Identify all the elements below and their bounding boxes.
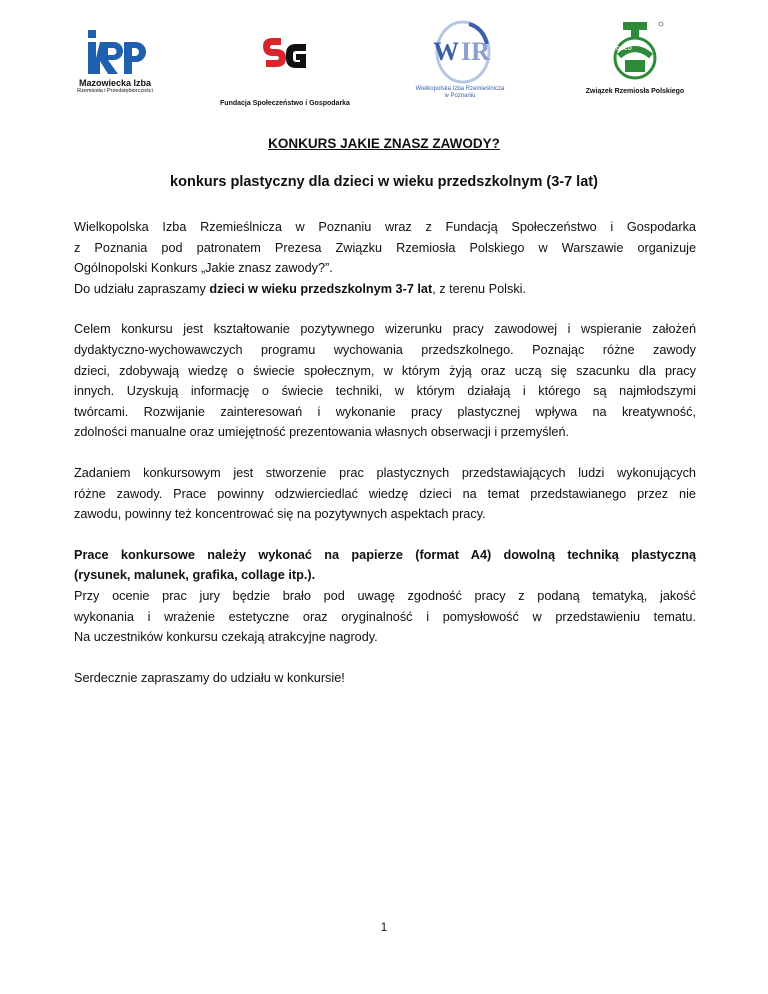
p3-line1: Zadaniem konkursowym jest stworzenie prac plastycznych przedstawiających ludzi wykonujących	[74, 465, 696, 480]
mazowiecka-line2: Rzemiosła i Przedsiębiorczości	[77, 88, 153, 94]
p2-line3: dzieci, zdobywają wiedzę o świecie społecznym, w którym żyją oraz uczą się szacunku dla pracy	[74, 363, 696, 378]
p1-line3: Ogólnopolski Konkurs „Jakie znasz zawody?”.	[74, 261, 333, 276]
document-subtitle: konkurs plastyczny dla dzieci w wieku przedszkolnym (3-7 lat)	[170, 174, 598, 190]
p3-line2: różne zawody. Prace powinny odzwierciedlać wiedzę dzieci na temat przedstawianego przez nie	[74, 486, 696, 501]
mazowiecka-line1: Mazowiecka Izba	[78, 78, 152, 88]
sg-logo	[210, 36, 360, 108]
mazowiecka-izba-logo	[60, 28, 170, 95]
page-number: 1	[380, 920, 388, 934]
wir-icon	[425, 18, 495, 86]
document-title: KONKURS JAKIE ZNASZ ZAWODY?	[268, 136, 500, 151]
zrp-badge-text: RZEMIOSŁO	[598, 46, 633, 52]
p2-line4: innych. Uzyskują informację o świecie techniki, w którym działają i którego są najmłodszymi	[74, 384, 696, 399]
paragraph-rules	[74, 545, 696, 648]
sg-caption: Fundacja Społeczeństwo i Gospodarka	[220, 100, 350, 107]
zrp-caption: Związek Rzemiosła Polskiego	[585, 88, 685, 95]
p5-line1: Serdecznie zapraszamy do udziału w konkursie!	[74, 670, 345, 685]
p3-line3: zawodu, powinny też koncentrować się na pozytywnych aspektach pracy.	[74, 507, 486, 522]
irp-icon	[80, 28, 150, 76]
p1-line4-pre: Do udziału zapraszamy	[74, 281, 210, 296]
logo-strip	[60, 18, 700, 118]
p4-line5: Na uczestników konkursu czekają atrakcyjne nagrody.	[74, 630, 378, 645]
p1-line4-bold: dzieci w wieku przedszkolnym 3-7 lat	[209, 281, 433, 296]
document-body	[74, 217, 696, 708]
p2-line6: zdolności manualne oraz umiejętność prezentowania własnych obserwacji i przemyśleń.	[74, 425, 570, 440]
paragraph-organizers	[74, 217, 696, 299]
sg-icon	[260, 36, 310, 80]
wir-line1: Wielkopolska Izba Rzemieślnicza	[415, 86, 505, 92]
p1-line4	[74, 279, 696, 300]
p1-line4-post: , z terenu Polski.	[432, 281, 527, 296]
paragraph-invitation	[74, 668, 696, 689]
p1-line2: z Poznania pod patronatem Prezesa Związku Rzemiosła Polskiego w Warszawie organizuje	[74, 240, 696, 255]
wir-logo	[405, 18, 515, 100]
zrp-logo	[570, 20, 700, 96]
p4-line4: wykonania i wrażenie estetyczne oraz oryginalność i pomysłowość w przedstawieniu tematu.	[74, 609, 696, 624]
p1-line1: Wielkopolska Izba Rzemieślnicza w Poznaniu wraz z Fundacją Społeczeństwo i Gospodarka	[74, 220, 696, 234]
p2-line1: Celem konkursu jest kształtowanie pozytywnego wizerunku pracy zawodowej i wspieranie założeń	[74, 322, 696, 337]
p2-line5: twórcami. Rozwijanie zainteresowań i wykonanie pracy plastycznej wpływa na kreatywność,	[74, 404, 696, 419]
p4-line3: Przy ocenie prac jury będzie brało pod uwagę zgodność pracy z podaną tematyką, jakość	[74, 588, 696, 603]
p4-line1: Prace konkursowe należy wykonać na papierze (format A4) dowolną techniką plastyczną	[74, 547, 696, 562]
paragraph-task	[74, 463, 696, 525]
svg-text:W: W	[433, 37, 459, 66]
paragraph-goal	[74, 319, 696, 443]
p2-line2: dydaktyczno-wychowawczych programu wychowania przedszkolnego. Poznając różne zawody	[74, 342, 696, 357]
svg-text:IR: IR	[461, 37, 490, 66]
p4-line2: (rysunek, malunek, grafika, collage itp.).	[74, 568, 316, 583]
wir-line2: w Poznaniu	[444, 93, 476, 99]
